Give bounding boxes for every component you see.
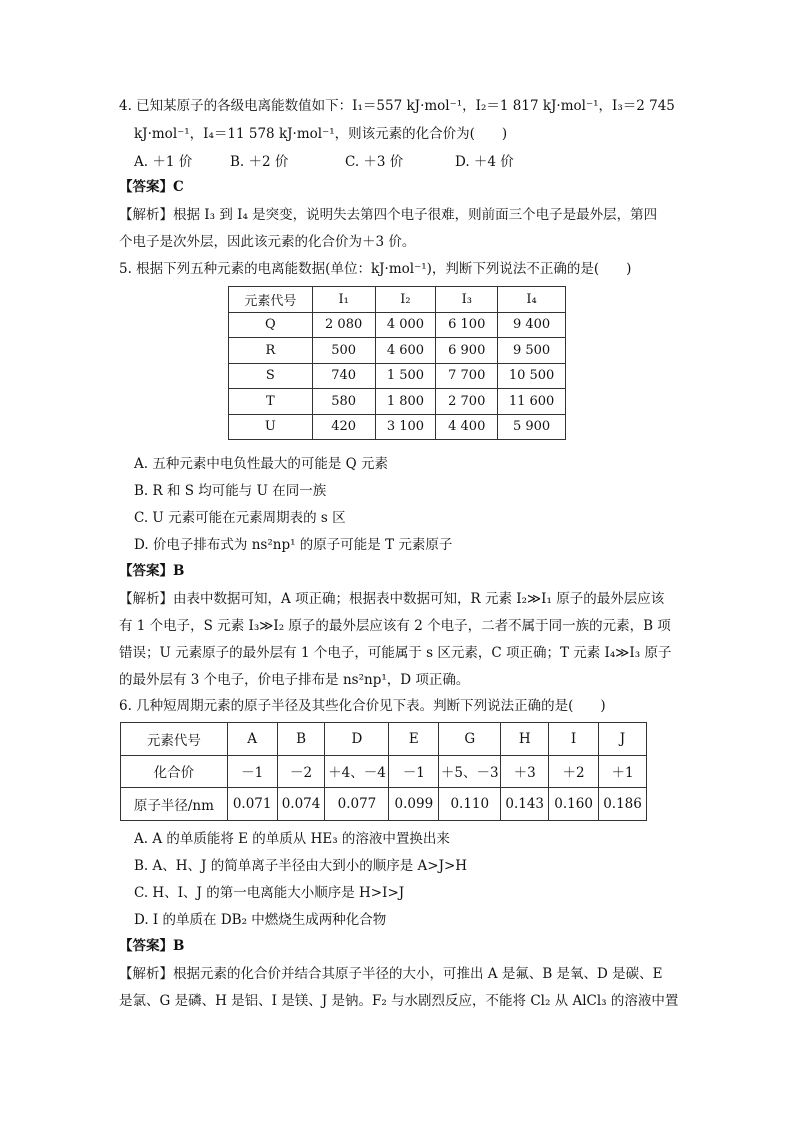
table-row [229,363,566,389]
q6-option-b: B. A、H、J 的简单离子半径由大到小的顺序是 A>J>H [134,858,468,874]
table-cell: 2 700 [436,389,498,415]
q6-answer: 【答案】B [119,938,185,954]
table-cell: 0.186 [599,788,647,821]
q4-analysis-line2: 个电子是次外层，因此该元素的化合价为＋3 价。 [119,234,416,250]
table-cell: G [439,723,501,756]
q5-option-c: C. U 元素可能在元素周期表的 s 区 [134,510,346,526]
q6-analysis-line2: 是氯、G 是磷、H 是铝、I 是镁、J 是钠。F₂ 与水剧烈反应，不能将 Cl₂ 从 AlCl₃ 的溶液中置 [119,993,679,1009]
table-row [121,788,647,821]
table-cell: 1 500 [375,363,436,389]
q4-option-d: D. ＋4 价 [455,154,514,170]
table-cell: 5 900 [498,414,566,440]
table-row [229,389,566,415]
table-cell: 580 [312,389,375,415]
table-cell: 1 800 [375,389,436,415]
table-cell: ＋2 [549,755,599,788]
table-cell: 6 900 [436,338,498,364]
table-cell: U [229,414,313,440]
table-cell: －1 [389,755,439,788]
table-cell: R [229,338,313,364]
table-cell: 3 100 [375,414,436,440]
q4-analysis-line1: 【解析】根据 I₃ 到 I₄ 是突变，说明失去第四个电子很难，则前面三个电子是最外层，第四 [119,207,658,223]
table-cell: 4 600 [375,338,436,364]
table-header-cell: I₄ [498,287,566,313]
table-cell: ＋5、－3 [439,755,501,788]
table-cell: 元素代号 [121,723,228,756]
q6-stem: 6. 几种短周期元素的原子半径及其些化合价见下表。判断下列说法正确的是( ) [119,698,606,714]
q6-option-c: C. H、I、J 的第一电离能大小顺序是 H>I>J [134,885,405,901]
table-cell: B [277,723,325,756]
table-cell: 11 600 [498,389,566,415]
table-cell: 0.074 [277,788,325,821]
q4-option-b: B. ＋2 价 [230,154,289,170]
table-cell: 0.160 [549,788,599,821]
table-row [121,755,647,788]
q5-option-a: A. 五种元素中电负性最大的可能是 Q 元素 [134,456,388,472]
q6-analysis-line1: 【解析】根据元素的化合价并结合其原子半径的大小，可推出 A 是氟、B 是氧、D 是碳、E [119,966,663,982]
table-header-cell: I₁ [312,287,375,313]
q4-answer: 【答案】C [119,179,184,195]
table-cell: 2 080 [312,312,375,338]
table-cell: ＋3 [501,755,549,788]
table-cell: 420 [312,414,375,440]
table-cell: －2 [277,755,325,788]
table-cell: S [229,363,313,389]
q5-analysis-line4: 的最外层有 3 个电子，价电子排布是 ns²np¹，D 项正确。 [119,672,470,688]
q5-analysis-line1: 【解析】由表中数据可知，A 项正确；根据表中数据可知，R 元素 I₂≫I₁ 原子的最外层应该 [119,591,665,607]
table-cell: T [229,389,313,415]
table-cell: 4 400 [436,414,498,440]
q4-stem-line2: kJ·mol⁻¹，I₄＝11 578 kJ·mol⁻¹，则该元素的化合价为( ) [134,126,508,142]
table-cell: 9 500 [498,338,566,364]
table-cell: Q [229,312,313,338]
table-row [229,312,566,338]
q4-option-c: C. ＋3 价 [345,154,404,170]
table-cell: H [501,723,549,756]
q5-stem: 5. 根据下列五种元素的电离能数据(单位：kJ·mol⁻¹)，判断下列说法不正确的是( ) [119,261,632,277]
table-cell: 740 [312,363,375,389]
table-row [229,414,566,440]
table-cell: 0.077 [325,788,389,821]
table-cell: 0.071 [227,788,277,821]
table-cell: 500 [312,338,375,364]
table-cell: 0.143 [501,788,549,821]
table-cell: 化合价 [121,755,228,788]
table-header-cell: I₂ [375,287,436,313]
table-cell: 7 700 [436,363,498,389]
q5-analysis-line2: 有 1 个电子，S 元素 I₃≫I₂ 原子的最外层应该有 2 个电子，二者不属于同一族的元素，B 项 [119,618,671,634]
q6-option-d: D. I 的单质在 DB₂ 中燃烧生成两种化合物 [134,912,387,928]
table-cell: －1 [227,755,277,788]
q5-option-b: B. R 和 S 均可能与 U 在同一族 [134,483,327,499]
q4-stem-line1: 4. 已知某原子的各级电离能数值如下：I₁＝557 kJ·mol⁻¹，I₂＝1 817 kJ·mol⁻¹，I₃＝2 745 [119,98,675,114]
table-cell: 9 400 [498,312,566,338]
table-cell: J [599,723,647,756]
table-cell: 6 100 [436,312,498,338]
q5-option-d: D. 价电子排布式为 ns²np¹ 的原子可能是 T 元素原子 [134,537,453,553]
q6-option-a: A. A 的单质能将 E 的单质从 HE₃ 的溶液中置换出来 [134,831,450,847]
table-cell: ＋1 [599,755,647,788]
table-header-cell: I₃ [436,287,498,313]
table-cell: 10 500 [498,363,566,389]
table-header-row [229,287,566,313]
table-cell: D [325,723,389,756]
table-cell: E [389,723,439,756]
table-cell: ＋4、－4 [325,755,389,788]
table-cell: 4 000 [375,312,436,338]
q6-element-table [120,722,647,821]
q5-answer: 【答案】B [119,563,185,579]
table-cell: A [227,723,277,756]
q5-analysis-line3: 错误；U 元素原子的最外层有 1 个电子，可能属于 s 区元素，C 项正确；T 元素 I₄≫I₃ 原子 [119,645,672,661]
table-cell: 0.099 [389,788,439,821]
table-cell: I [549,723,599,756]
table-cell: 0.110 [439,788,501,821]
table-row [121,723,647,756]
table-cell: 原子半径/nm [121,788,228,821]
table-row [229,338,566,364]
q4-option-a: A. ＋1 价 [134,154,193,170]
table-header-cell: 元素代号 [229,287,313,313]
q5-ionization-table [228,286,566,440]
